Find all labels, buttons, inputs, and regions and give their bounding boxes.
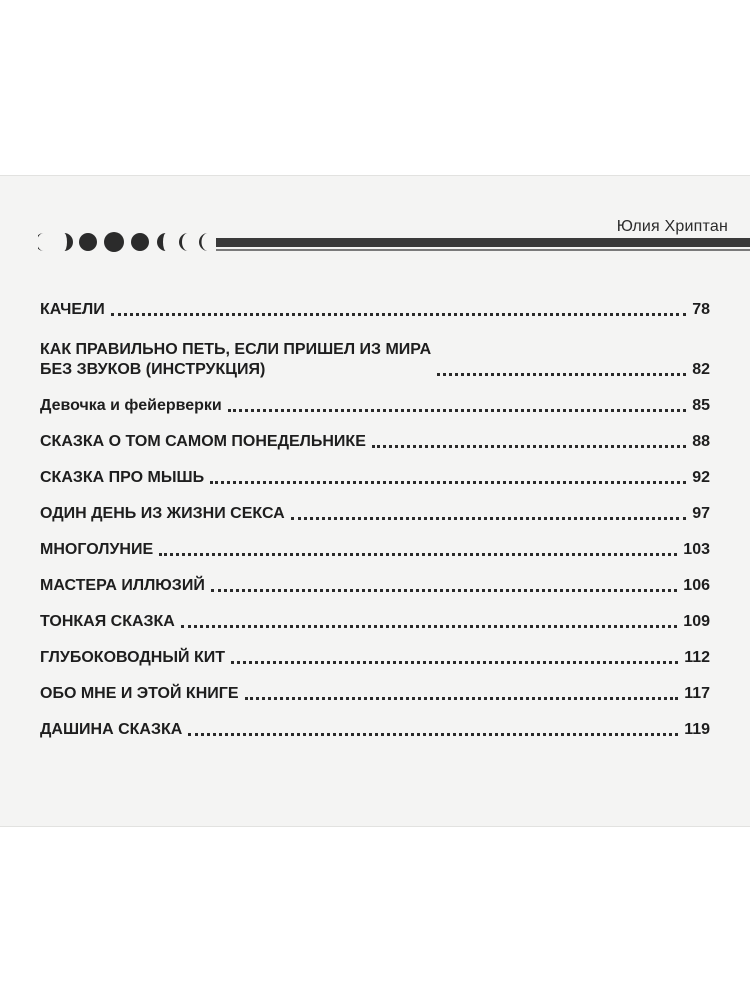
toc-entry-page: 82 xyxy=(692,361,710,378)
toc-entry-title: КАЧЕЛИ xyxy=(40,301,105,318)
toc-entry[interactable] xyxy=(40,596,710,632)
toc-entry[interactable] xyxy=(40,284,710,320)
toc-entry[interactable] xyxy=(40,632,710,668)
author-name: Юлия Хриптан xyxy=(616,218,728,235)
toc-entry-page: 85 xyxy=(692,397,710,414)
dot-leader xyxy=(111,313,686,316)
toc-entry-title: ТОНКАЯ СКАЗКА xyxy=(40,613,175,630)
toc-entry-title-line-1: КАК ПРАВИЛЬНО ПЕТЬ, ЕСЛИ ПРИШЕЛ ИЗ МИРА xyxy=(40,341,432,358)
toc-entry-title-line-2: БЕЗ ЗВУКОВ (ИНСТРУКЦИЯ) xyxy=(40,361,266,378)
toc-entry-title: МАСТЕРА ИЛЛЮЗИЙ xyxy=(40,577,205,594)
toc-entry-title: СКАЗКА О ТОМ САМОМ ПОНЕДЕЛЬНИКЕ xyxy=(40,433,366,450)
toc-entry-page: 109 xyxy=(683,613,710,630)
toc-entry-page: 88 xyxy=(692,433,710,450)
table-of-contents xyxy=(40,284,710,740)
toc-entry[interactable] xyxy=(40,452,710,488)
toc-entry-page: 78 xyxy=(692,301,710,318)
dot-leader xyxy=(211,589,677,592)
toc-entry-page: 106 xyxy=(683,577,710,594)
dot-leader xyxy=(181,625,677,628)
toc-entry[interactable] xyxy=(40,668,710,704)
toc-entry-title: СКАЗКА ПРО МЫШЬ xyxy=(40,469,205,486)
toc-entry-page: 117 xyxy=(684,685,710,702)
toc-entry-page: 119 xyxy=(684,721,710,738)
toc-entry[interactable] xyxy=(40,416,710,452)
moon-phases-icon xyxy=(38,230,213,254)
dot-leader xyxy=(210,481,686,484)
toc-entry-title: ДАШИНА СКАЗКА xyxy=(40,721,183,738)
toc-entry[interactable] xyxy=(40,488,710,524)
toc-entry[interactable] xyxy=(40,524,710,560)
toc-entry[interactable] xyxy=(40,380,710,416)
dot-leader xyxy=(231,661,678,664)
book-page xyxy=(0,175,750,827)
dot-leader xyxy=(291,517,687,520)
dot-leader xyxy=(228,409,686,412)
toc-entry-title: ОБО МНЕ И ЭТОЙ КНИГЕ xyxy=(40,685,239,702)
toc-entry-page: 92 xyxy=(692,469,710,486)
header-rule-bar xyxy=(216,238,750,247)
toc-entry-page: 97 xyxy=(692,505,710,522)
toc-entry-title xyxy=(40,340,431,380)
toc-entry-page: 103 xyxy=(683,541,710,558)
dot-leader xyxy=(372,445,686,448)
toc-entry-title: Девочка и фейерверки xyxy=(40,397,222,414)
toc-entry[interactable] xyxy=(40,704,710,740)
toc-entry[interactable] xyxy=(40,320,710,380)
dot-leader xyxy=(245,697,679,700)
toc-entry-title: МНОГОЛУНИЕ xyxy=(40,541,154,558)
toc-entry-title: ОДИН ДЕНЬ ИЗ ЖИЗНИ СЕКСА xyxy=(40,505,285,522)
toc-entry-page: 112 xyxy=(684,649,710,666)
toc-entry[interactable] xyxy=(40,560,710,596)
toc-entry-title: ГЛУБОКОВОДНЫЙ КИТ xyxy=(40,649,225,666)
dot-leader xyxy=(159,553,677,556)
header-ornament xyxy=(38,230,750,254)
dot-leader xyxy=(188,733,678,736)
dot-leader xyxy=(437,373,686,376)
